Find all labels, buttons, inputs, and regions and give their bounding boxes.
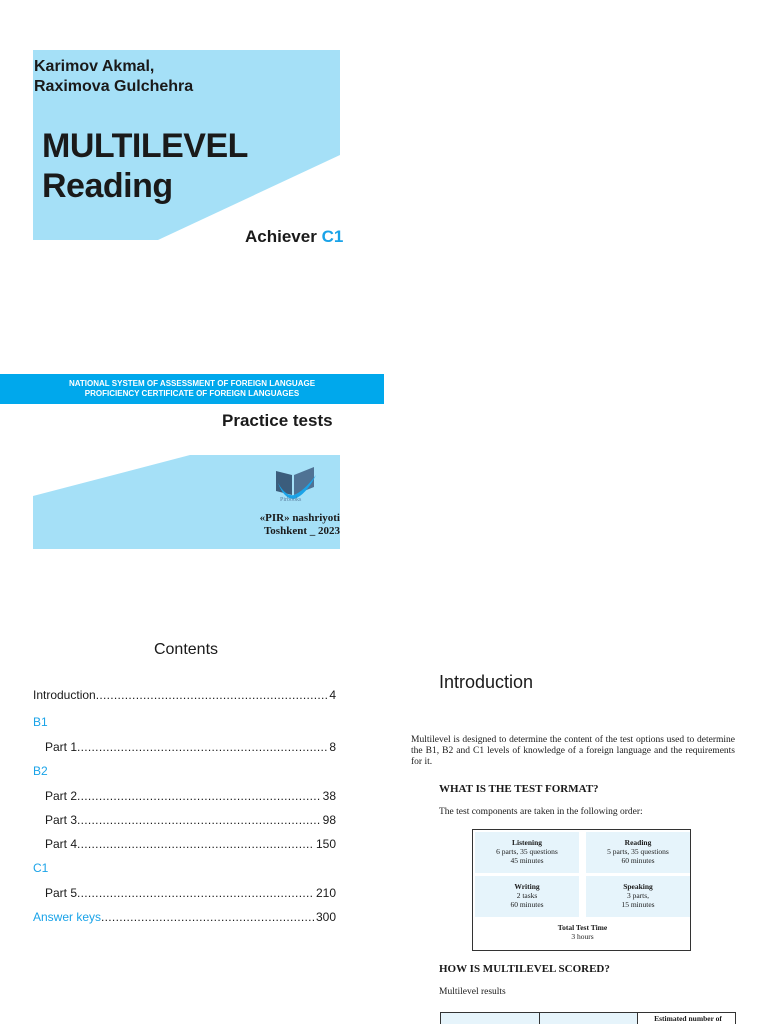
component-name: Reading [624,838,652,847]
results-table-divider [637,1013,638,1024]
toc-label: Part 5 [45,886,78,900]
component-time: 60 minutes [510,900,544,909]
authors [34,57,193,97]
toc-heading-c1[interactable]: C1 [33,861,49,875]
toc-label: Part 2 [45,789,78,803]
component-name: Speaking [623,882,653,891]
toc-leader [77,789,321,803]
toc-page: 150 [315,837,336,851]
test-format-text: The test components are taken in the following order: [439,807,643,817]
component-time: 60 minutes [621,856,655,865]
toc-leader [77,813,321,827]
results-table [440,1012,736,1024]
logo-text: Pirbooks [280,497,302,503]
toc-page: 38 [322,789,336,803]
toc-page: 8 [329,740,336,754]
author-1: Karimov Akmal, [34,58,155,75]
toc-label: Introduction [33,688,96,702]
results-table-divider [539,1013,540,1024]
toc-leader [96,688,328,702]
component-listening [475,832,579,873]
component-detail: 3 parts, [626,891,650,900]
results-label: Multilevel results [439,987,506,997]
toc-entry-part-2[interactable] [45,789,336,803]
achiever-word: Achiever [245,227,317,246]
toc-entry-introduction[interactable] [33,688,336,702]
component-total-time [475,919,690,949]
component-speaking [586,876,690,917]
toc-leader [77,740,327,754]
author-2: Raximova Gulchehra [34,78,194,95]
book-title-line-1: MULTILEVEL [42,127,248,165]
toc-page: 98 [322,813,336,827]
toc-page: 210 [315,886,336,900]
toc-label: Answer keys [33,910,102,924]
toc-entry-part-4[interactable] [45,837,336,851]
assessment-band [0,374,384,404]
component-name: Listening [511,838,542,847]
toc-page: 300 [315,910,336,924]
publisher-info [260,512,340,538]
achiever-level-code: C1 [321,227,344,246]
toc-label: Part 1 [45,740,78,754]
book-title-line-2: Reading [42,167,173,205]
toc-leader [77,886,314,900]
component-time: 45 minutes [510,856,544,865]
toc-entry-part-3[interactable] [45,813,336,827]
toc-label: Part 4 [45,837,78,851]
toc-entry-answer-keys[interactable] [33,910,336,924]
component-detail: 6 parts, 35 questions [496,847,558,856]
toc-page: 4 [329,688,336,702]
component-detail: 2 tasks [516,891,538,900]
publisher-city-year: Toshkent _ 2023 [263,525,340,537]
toc-heading-b2[interactable]: B2 [33,764,48,778]
test-components-table [472,829,691,951]
results-table-header: Estimated number of [654,1014,722,1023]
book-title [42,126,248,206]
component-time: 15 minutes [621,900,655,909]
introduction-paragraph: Multilevel is designed to determine the content of the test options used to determine the B1, B2 and C1 levels of knowledge of a foreign language and the requirements for it. [411,735,735,767]
band-line-2: PROFICIENCY CERTIFICATE OF FOREIGN LANGUAGES [84,389,300,398]
practice-tests-subtitle: Practice tests [222,411,333,430]
achiever-level [245,227,343,247]
test-format-heading: WHAT IS THE TEST FORMAT? [439,783,599,795]
scoring-heading: HOW IS MULTILEVEL SCORED? [439,963,610,975]
component-time: 3 hours [571,932,594,941]
component-detail: 5 parts, 35 questions [607,847,669,856]
component-reading [586,832,690,873]
component-writing [475,876,579,917]
toc-leader [77,837,314,851]
toc-label: Part 3 [45,813,78,827]
introduction-title: Introduction [439,672,534,692]
toc-entry-part-5[interactable] [45,886,336,900]
component-name: Writing [514,882,540,891]
publisher-name: «PIR» nashriyoti [259,512,340,524]
contents-title: Contents [153,641,219,658]
toc-heading-b1[interactable]: B1 [33,715,48,729]
toc-leader [101,910,314,924]
band-line-1: NATIONAL SYSTEM OF ASSESSMENT OF FOREIGN LANGUAGE [68,379,316,388]
toc-entry-part-1[interactable] [45,740,336,754]
component-name: Total Test Time [557,923,608,932]
